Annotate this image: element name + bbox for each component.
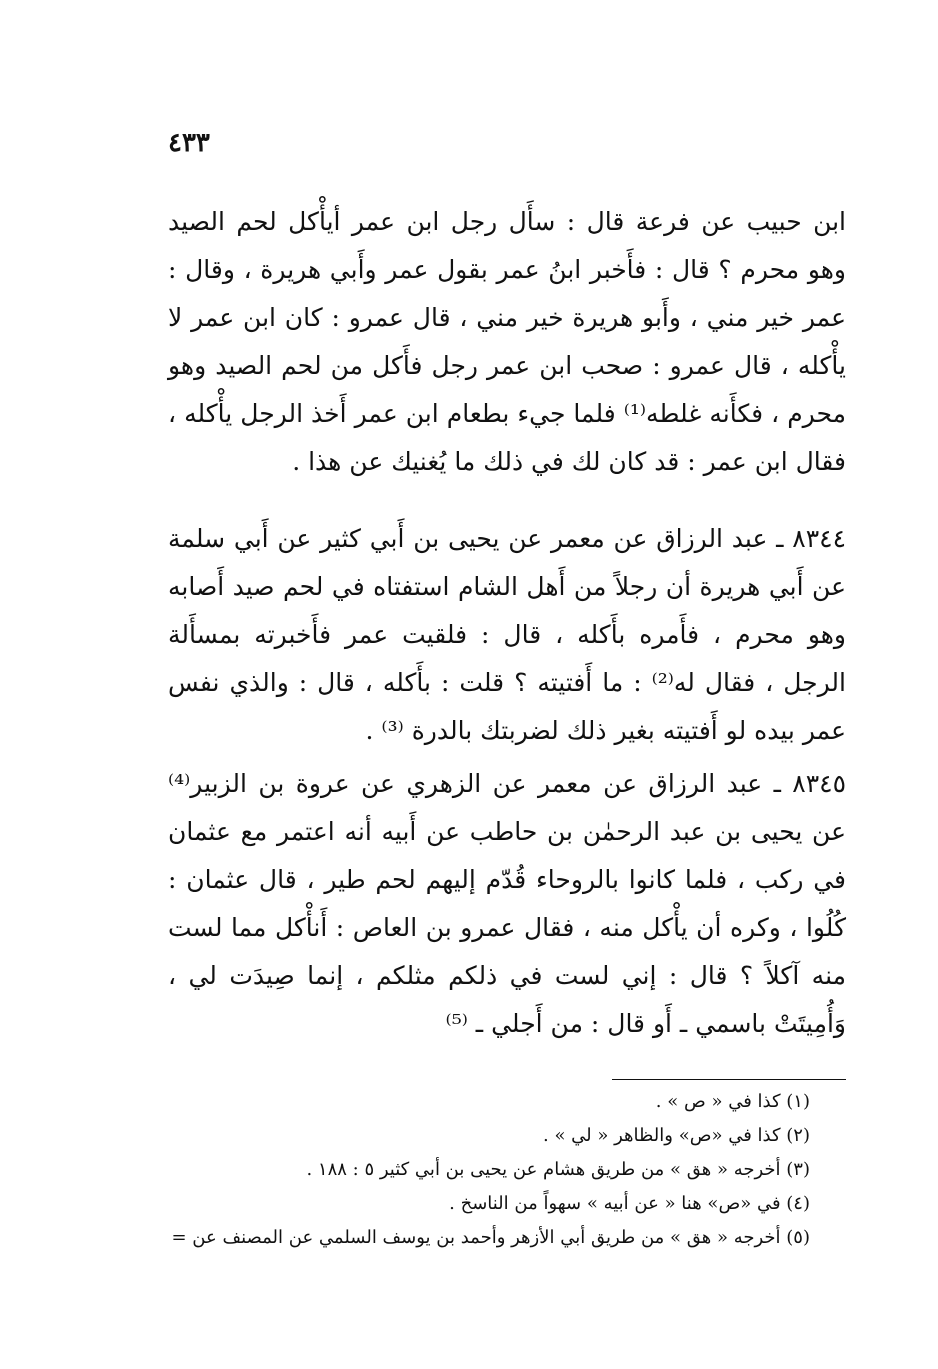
footnote-divider [612, 1079, 846, 1080]
footnotes [150, 1085, 810, 1255]
paragraph-8345 [168, 760, 846, 1048]
footnote-2: (٢) كذا في «ص» والظاهر « لي » . [543, 1125, 810, 1146]
page-number: ٤٣٣ [168, 128, 210, 158]
paragraph-text: ابن حبيب عن فرعة قال : سأَل رجل ابن عمر أيأْكل لحم الصيد وهو محرم ؟ قال : فأَخبر ابنُ عمر بقول عمر وأَبي هريرة ، وقال : عمر خير مني ، وأَبو هريرة خير مني ، قال عمرو : كان ابن عمر لا يأْكله ، قال عمرو : صحب ابن عمر رجل فأَكل من لحم الصيد وهو محرم ، فكأَنه غلطه⁽¹⁾ فلما جيء بطعام ابن عمر أَخذ الرجل يأْكله ، فقال ابن عمر : قد كان لك في ذلك ما يُغنيك عن هذا . [168, 207, 846, 476]
footnote-5: (٥) أخرجه « هق » من طريق أبي الأزهر وأحمد بن يوسف السلمي عن المصنف عن = [171, 1227, 810, 1248]
paragraph-text: ٨٣٤٤ ـ عبد الرزاق عن معمر عن يحيى بن أَبي كثير عن أَبي سلمة عن أَبي هريرة أن رجلاً من أَهل الشام استفتاه في لحم صيد أَصابه وهو محرم ، فأَمره بأَكله ، قال : فلقيت عمر فأَخبرته بمسأَلة الرجل ، فقال له⁽²⁾ : ما أَفتيته ؟ قلت : بأَكله ، قال : والذي نفس عمر بيده لو أَفتيته بغير ذلك لضربتك بالدرة ⁽³⁾ . [168, 524, 846, 745]
footnote-3: (٣) أخرجه « هق » من طريق هشام عن يحيى بن أبي كثير ٥ : ١٨٨ . [306, 1159, 810, 1180]
paragraph-1 [168, 198, 846, 486]
paragraph-text: ٨٣٤٥ ـ عبد الرزاق عن معمر عن الزهري عن عروة بن الزبير⁽⁴⁾ عن يحيى بن عبد الرحمٰن بن حاطب عن أَبيه أنه اعتمر مع عثمان في ركب ، فلما كانوا بالروحاء قُدّم إليهم لحم طير ، قال عثمان : كُلُوا ، وكره أن يأْكل منه ، فقال عمرو بن العاص : أَنأْكل مما لست منه آكلاً ؟ قال : إني لست في ذلكم مثلكم ، إنما صِيدَت لي ، وَأُمِيتَتْ باسمي ـ أَو قال : من أَجلي ـ ⁽⁵⁾ [168, 769, 846, 1038]
footnote-1: (١) كذا في « ص » . [655, 1091, 810, 1112]
footnote-4: (٤) في «ص» هنا « عن أبيه » سهواً من الناسخ . [449, 1193, 810, 1214]
paragraph-8344 [168, 515, 846, 755]
